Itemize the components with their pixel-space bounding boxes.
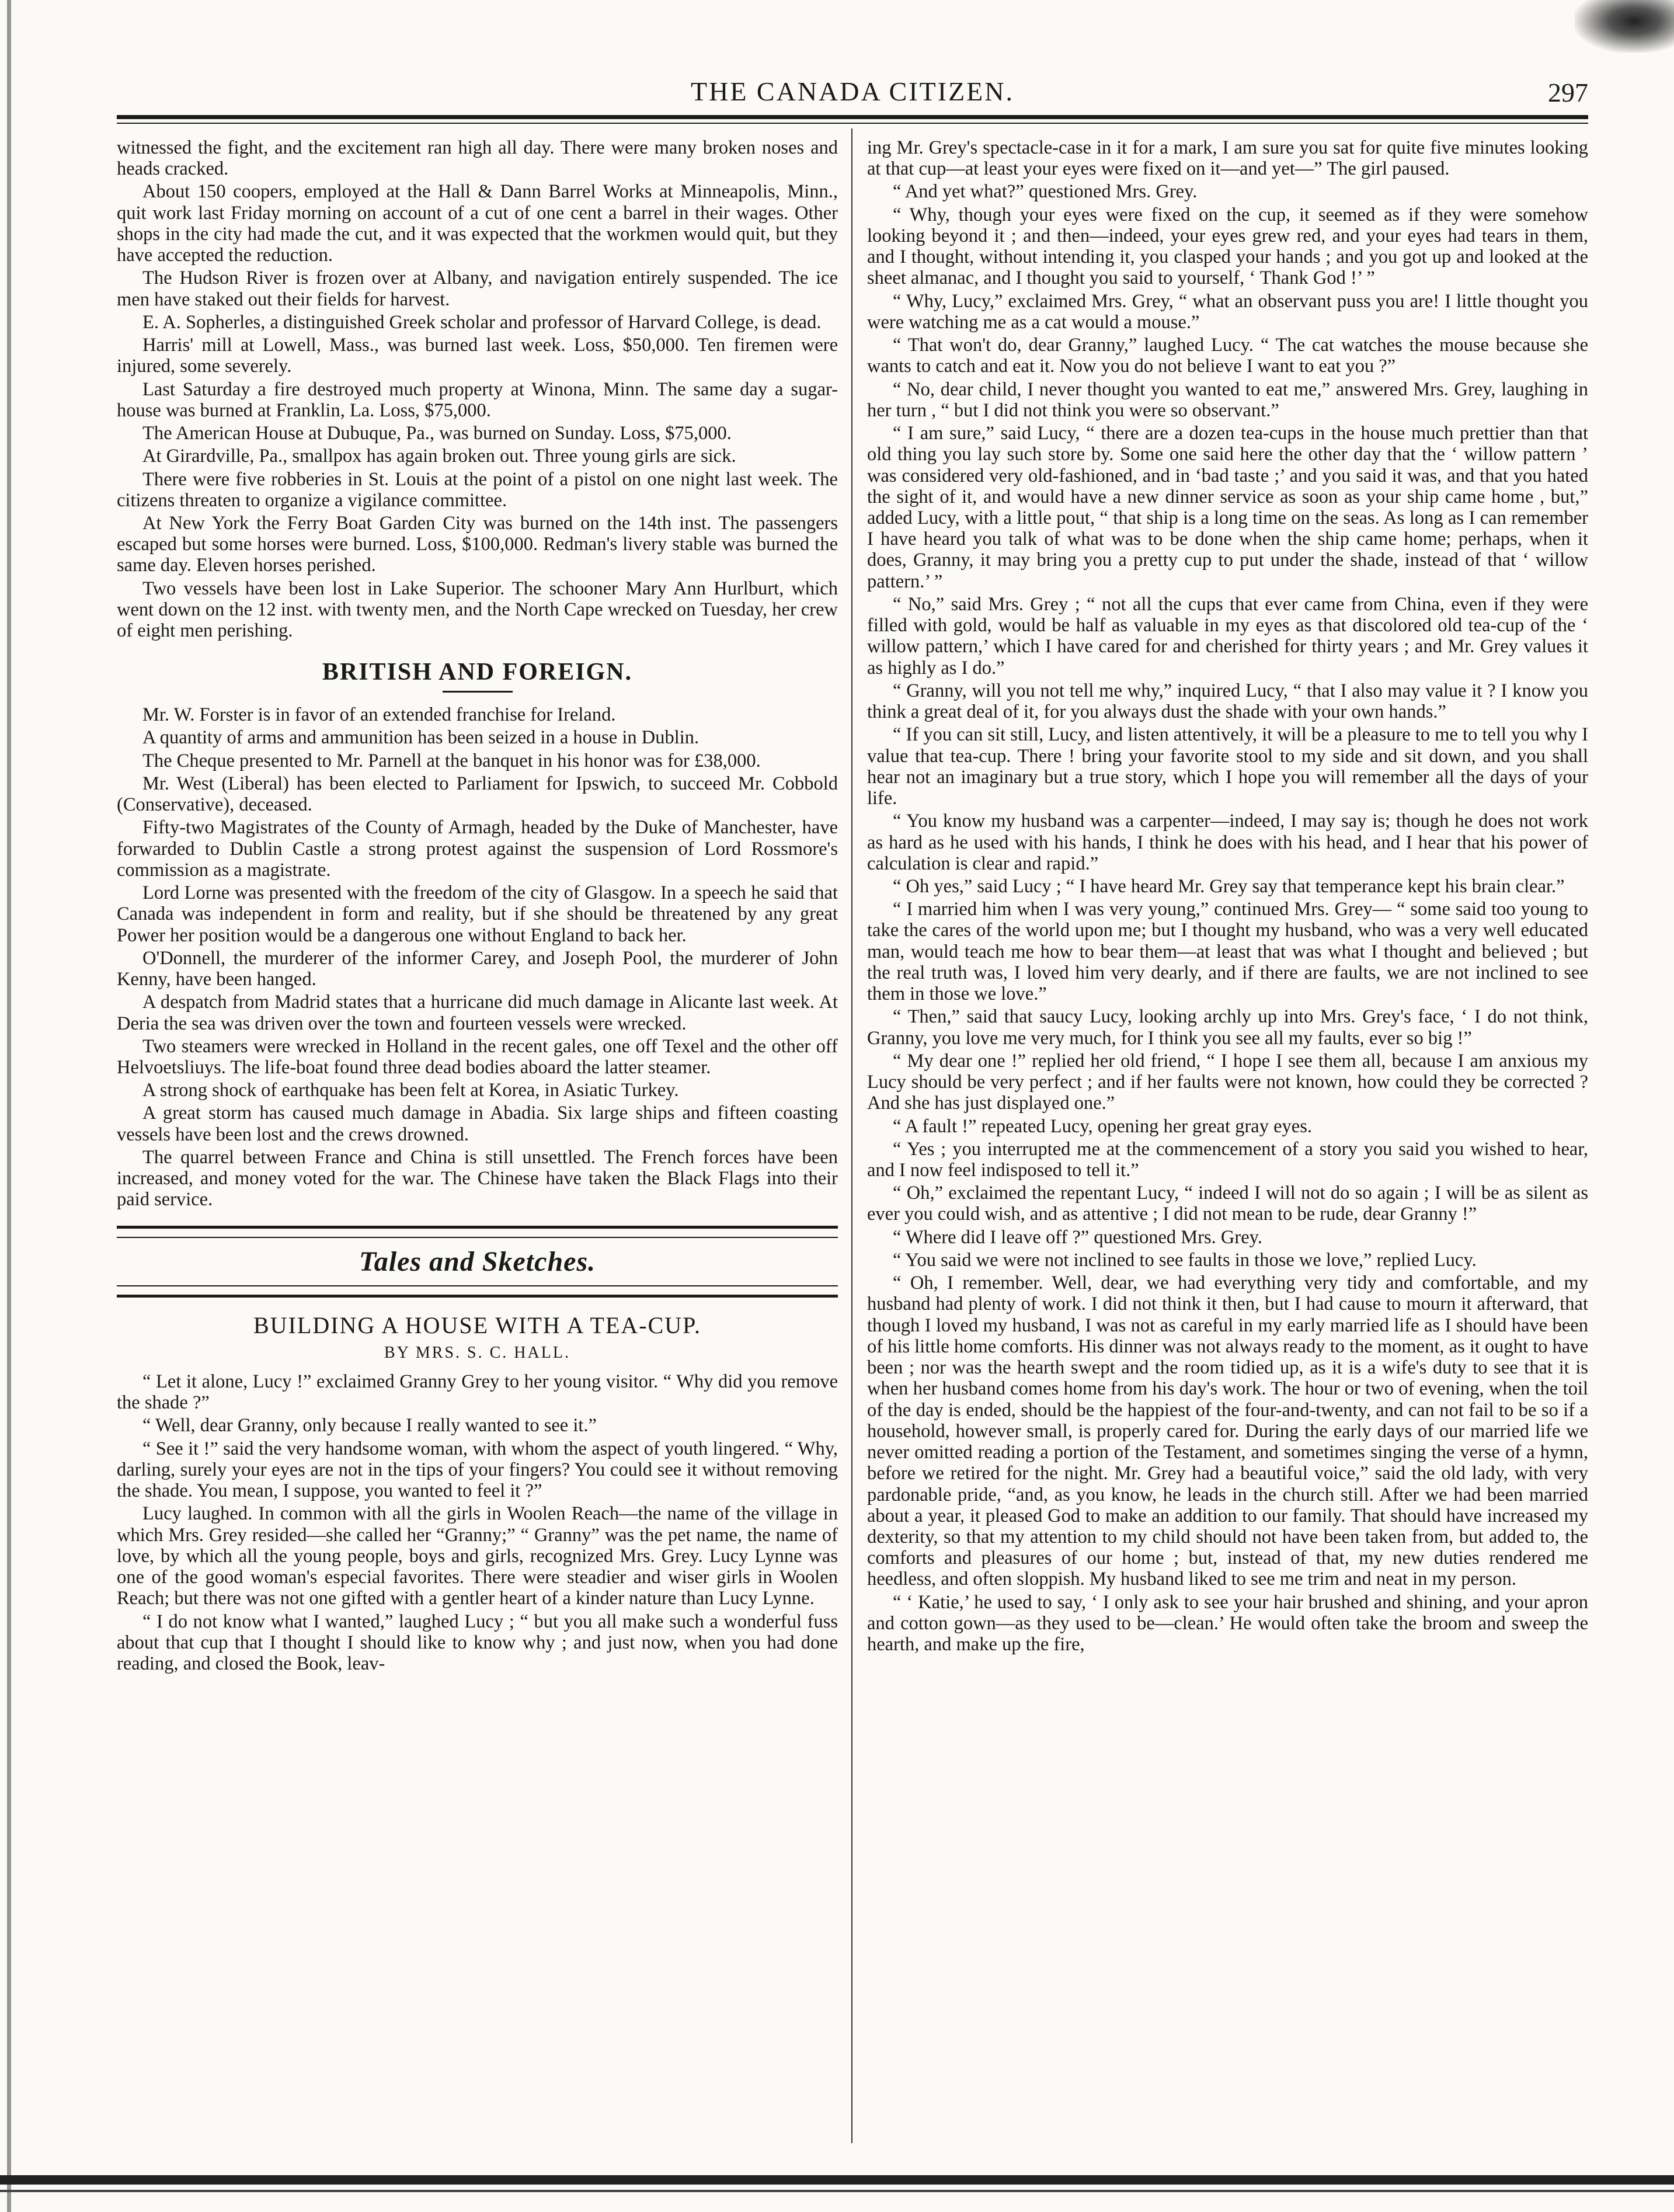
story-paragraph: “ Granny, will you not tell me why,” inquired Lucy, “ that I also may value it ? I know you think a great deal of it, for you always dust the shade with your own hands.”: [867, 680, 1588, 723]
story-text-left: [117, 1371, 838, 1674]
news-paragraph: At Girardville, Pa., smallpox has again broken out. Three young girls are sick.: [142, 446, 736, 467]
story-text-right: [867, 137, 1588, 1655]
news-paragraph: The Hudson River is frozen over at Albany, and navigation entirely suspended. The ice men have staked out their fields for harvest.: [117, 267, 838, 310]
news-paragraph: About 150 coopers, employed at the Hall & Dann Barrel Works at Minneapolis, Minn., quit work last Friday morning on account of a cut of one cent a barrel in their wages. Other shops in the city had made the cut, and it was expected that the workmen would quit, but they have accepted the reduction.: [117, 181, 838, 266]
story-paragraph: “ You said we were not inclined to see faults in those we love,” replied Lucy.: [893, 1249, 1477, 1271]
story-paragraph: “ No,” said Mrs. Grey ; “ not all the cups that ever came from China, even if they were filled with gold, would be half as valuable in my eyes as that discolored old tea-cup of the ‘ willow pattern,’ which I have cared for and cherished for thirty years ; and Mr. Grey values it as highly as I do.”: [867, 593, 1588, 679]
story-paragraph: “ Why, Lucy,” exclaimed Mrs. Grey, “ what an observant puss you are! I little thought you were watching me as a cat would a mouse.”: [867, 290, 1588, 333]
story-paragraph: “ See it !” said the very handsome woman, with whom the aspect of youth lingered. “ Why, darling, surely your eyes are not in the tips of your fingers? You could see it without removing the shade. You mean, I suppose, you wanted to feel it ?”: [117, 1438, 838, 1502]
story-paragraph: ing Mr. Grey's spectacle-case in it for a mark, I am sure you sat for quite five minutes looking at that cup—at least your eyes were fixed on it—and yet—” The girl paused.: [867, 137, 1588, 180]
corner-ink-smudge: [1575, 0, 1674, 53]
masthead: THE CANADA CITIZEN.: [691, 76, 1014, 106]
news-paragraph: witnessed the fight, and the excitement ran high all day. There were many broken noses and heads cracked.: [117, 137, 838, 180]
story-paragraph: “ No, dear child, I never thought you wanted to eat me,” answered Mrs. Grey, laughing in her turn , “ but I did not think you were so observant.”: [867, 378, 1588, 421]
story-paragraph: “ Then,” said that saucy Lucy, looking archly up into Mrs. Grey's face, ‘ I do not think, Granny, you love me very much, for I think you see all my faults, ever so big !”: [867, 1006, 1588, 1049]
story-byline: BY MRS. S. C. HALL.: [384, 1343, 570, 1362]
footer-rule-thin: [0, 2190, 1674, 2192]
story-paragraph: “ My dear one !” replied her old friend, “ I hope I see them all, because I am anxious my Lucy should be very perfect ; and if her faults were not known, how could they be corrected ? And she has just displayed one.”: [867, 1050, 1588, 1114]
section-rule: [443, 691, 513, 693]
story-paragraph: “ Oh, I remember. Well, dear, we had everything very tidy and comfortable, and my husband had plenty of work. I did not think it then, but I had cause to mourn it afterward, that though I loved my husband, I was not as careful in my early married life as I should have been of his little home comforts. His dinner was not always ready to the moment, as it ought to have been ; nor was the hearth swept and the room tidied up, as it is a wife's duty to see that it is when her husband comes home from his day's work. The hour or two of evening, when the toil of the day is ended, should be the happiest of the four-and-twenty, and can not fail to be so if a household, however small, is properly cared for. During the early days of our married life we never omitted reading a portion of the Testament, and sometimes singing the verse of a hymn, before we retired for the night. Mr. Grey had a beautiful voice,” said the old lady, with very pardonable pride, “and, as you know, he leads in the church still. After we had been married about a year, it pleased God to make an addition to our family. That should have increased my dexterity, so that my attention to my child should not have been taken from, but added to, the comforts and pleasures of our home ; but, instead of that, my new duties rendered me heedless, and often sloppish. My husband liked to see me trim and neat in my person.: [867, 1272, 1588, 1590]
story-title: BUILDING A HOUSE WITH A TEA-CUP.: [253, 1312, 701, 1339]
story-paragraph: “ ‘ Katie,’ he used to say, ‘ I only ask to see your hair brushed and shining, and your apron and cotton gown—as they used to be—clean.’ He would often take the broom and sweep the hearth, and make up the fire,: [867, 1591, 1588, 1655]
british-foreign-news: [117, 704, 838, 1210]
story-paragraph: “ Oh yes,” said Lucy ; “ I have heard Mr. Grey say that temperance kept his brain clear.”: [893, 875, 1565, 897]
news-paragraph: A quantity of arms and ammunition has been seized in a house in Dublin.: [142, 727, 699, 749]
story-paragraph: “ A fault !” repeated Lucy, opening her great gray eyes.: [893, 1115, 1312, 1137]
news-paragraph: There were five robberies in St. Louis at the point of a pistol on one night last week. The citizens threaten to organize a vigilance committee.: [117, 468, 838, 511]
news-paragraph: Lord Lorne was presented with the freedom of the city of Glasgow. In a speech he said that Canada was independent in form and reality, but if she should be threatened by any great Power her position would be a dangerous one without England to back her.: [117, 882, 838, 946]
header-rule-thin: [117, 123, 1588, 124]
tales-rule-bottom: [117, 1285, 838, 1298]
page-header: [117, 76, 1588, 111]
story-paragraph: “ Well, dear Granny, only because I really wanted to see it.”: [142, 1415, 597, 1437]
story-paragraph: “ Where did I leave off ?” questioned Mrs. Grey.: [893, 1226, 1262, 1248]
news-paragraph: Fifty-two Magistrates of the County of Armagh, headed by the Duke of Manchester, have forwarded to Dublin Castle a strong protest against the suspension of Lord Rossmore's commission as a magistrate.: [117, 817, 838, 881]
news-paragraph: The American House at Dubuque, Pa., was burned on Sunday. Loss, $75,000.: [142, 423, 732, 444]
story-paragraph: “ That won't do, dear Granny,” laughed Lucy. “ The cat watches the mouse because she wants to catch and eat it. Now you do not believe I want to eat you ?”: [867, 335, 1588, 377]
news-paragraph: A great storm has caused much damage in Abadia. Six large ships and fifteen coasting vessels have been lost and the crews drowned.: [117, 1102, 838, 1145]
news-paragraph: The Cheque presented to Mr. Parnell at the banquet in his honor was for £38,000.: [142, 750, 761, 771]
section-heading-british-foreign: BRITISH AND FOREIGN.: [322, 659, 633, 686]
column-divider: [851, 128, 852, 2143]
tales-rule-top: [117, 1226, 838, 1238]
news-paragraph: Mr. West (Liberal) has been elected to Parliament for Ipswich, to succeed Mr. Cobbold (Conservative), deceased.: [117, 773, 838, 816]
news-paragraph: Mr. W. Forster is in favor of an extended franchise for Ireland.: [142, 704, 616, 726]
binding-edge: [7, 0, 11, 2212]
story-paragraph: “ I married him when I was very young,” continued Mrs. Grey— “ some said too young to take the cares of the world upon me; but I thought my husband, who was a very well educated man, would teach me how to bear them—at least that was what I thought and believed ; but the real truth was, I loved him very dearly, and if there are faults, we are not inclined to see them in those we love.”: [867, 899, 1588, 1005]
news-paragraph: Harris' mill at Lowell, Mass., was burned last week. Loss, $50,000. Ten firemen were injured, some severely.: [117, 335, 838, 377]
story-paragraph: Lucy laughed. In common with all the girls in Woolen Reach—the name of the village in which Mrs. Grey resided—she called her “Granny;” “ Granny” was the pet name, the name of love, by which all the young people, boys and girls, recognized Mrs. Grey. Lucy Lynne was one of the good woman's especial favorites. There were steadier and wiser girls in Woolen Reach; but there was not one gifted with a gentler heart of a kinder nature than Lucy Lynne.: [117, 1503, 838, 1609]
story-paragraph: “ I do not know what I wanted,” laughed Lucy ; “ but you all make such a wonderful fuss about that cup that I thought I should like to know why ; and just now, when you had done reading, and closed the Book, leav-: [117, 1611, 838, 1674]
news-paragraph: Last Saturday a fire destroyed much property at Winona, Minn. The same day a sugar-house was burned at Franklin, La. Loss, $75,000.: [117, 378, 838, 421]
story-paragraph: “ I am sure,” said Lucy, “ there are a dozen tea-cups in the house much prettier than that old thing you lay such store by. Some one said here the other day that the ‘ willow pattern ’ was considered very old-fashioned, and in ‘bad taste ;’ and you said it was, and that you hated the sight of it, and would have a new dinner service as soon as your ship came home , but,” added Lucy, with a little pout, “ that ship is a long time on the seas. As long as I can remember I have heard you talk of what was to be done when the ship came home; perhaps, when it does, Granny, it may bring you a pretty cup to put under the shade, instead of that ‘ willow pattern.’ ”: [867, 423, 1588, 592]
news-paragraph: Two steamers were wrecked in Holland in the recent gales, one off Texel and the other off Helvoetsliuys. The life-boat found three dead bodies aboard the latter steamer.: [117, 1035, 838, 1078]
section-heading-tales: Tales and Sketches.: [359, 1246, 596, 1277]
domestic-news: [117, 137, 838, 641]
story-paragraph: “ Yes ; you interrupted me at the commencement of a story you said you wished to hear, and I now feel indisposed to tell it.”: [867, 1138, 1588, 1181]
story-paragraph: “ You know my husband was a carpenter—indeed, I may say is; though he does not work as hard as he used with his hands, I think he does with his head, and I hear that his power of calculation is clear and rapid.”: [867, 811, 1588, 874]
page-number: 297: [1548, 78, 1588, 107]
news-paragraph: At New York the Ferry Boat Garden City was burned on the 14th inst. The passengers escaped but some horses were burned. Loss, $100,000. Redman's livery stable was burned the same day. Eleven horses perished.: [117, 512, 838, 576]
news-paragraph: A despatch from Madrid states that a hurricane did much damage in Alicante last week. At Deria the sea was driven over the town and fourteen vessels were wrecked.: [117, 992, 838, 1034]
news-paragraph: E. A. Sopherles, a distinguished Greek scholar and professor of Harvard College, is dead.: [142, 311, 822, 333]
left-column: [117, 137, 838, 1676]
story-paragraph: “ Let it alone, Lucy !” exclaimed Granny Grey to her young visitor. “ Why did you remove the shade ?”: [117, 1371, 838, 1414]
header-rule-thick: [117, 115, 1588, 119]
footer-rule: [0, 2175, 1674, 2185]
story-paragraph: “ If you can sit still, Lucy, and listen attentively, it will be a pleasure to me to tell you why I value that tea-cup. There ! bring your favorite stool to my side and sit down, and you shall hear not an imaginary but a true story, which I hope you will remember all the days of your life.: [867, 724, 1588, 809]
story-paragraph: “ Why, though your eyes were fixed on the cup, it seemed as if they were somehow looking beyond it ; and then—indeed, your eyes grew red, and your eyes had tears in them, and I thought, without intending it, you clasped your hands ; and you got up and looked at the sheet almanac, and I thought you said to yourself, ‘ Thank God !’ ”: [867, 204, 1588, 289]
news-paragraph: Two vessels have been lost in Lake Superior. The schooner Mary Ann Hurlburt, which went down on the 12 inst. with twenty men, and the North Cape wrecked on Tuesday, her crew of eight men perishing.: [117, 578, 838, 642]
right-column: [867, 137, 1588, 1657]
story-paragraph: “ Oh,” exclaimed the repentant Lucy, “ indeed I will not do so again ; I will be as silent as ever you could wish, and as attentive ; I did not mean to be rude, dear Granny !”: [867, 1182, 1588, 1225]
news-paragraph: O'Donnell, the murderer of the informer Carey, and Joseph Pool, the murderer of John Kenny, have been hanged.: [117, 947, 838, 990]
news-paragraph: A strong shock of earthquake has been felt at Korea, in Asiatic Turkey.: [142, 1080, 679, 1101]
story-paragraph: “ And yet what?” questioned Mrs. Grey.: [893, 181, 1198, 203]
news-paragraph: The quarrel between France and China is still unsettled. The French forces have been increased, and money voted for the war. The Chinese have taken the Black Flags into their paid service.: [117, 1146, 838, 1211]
